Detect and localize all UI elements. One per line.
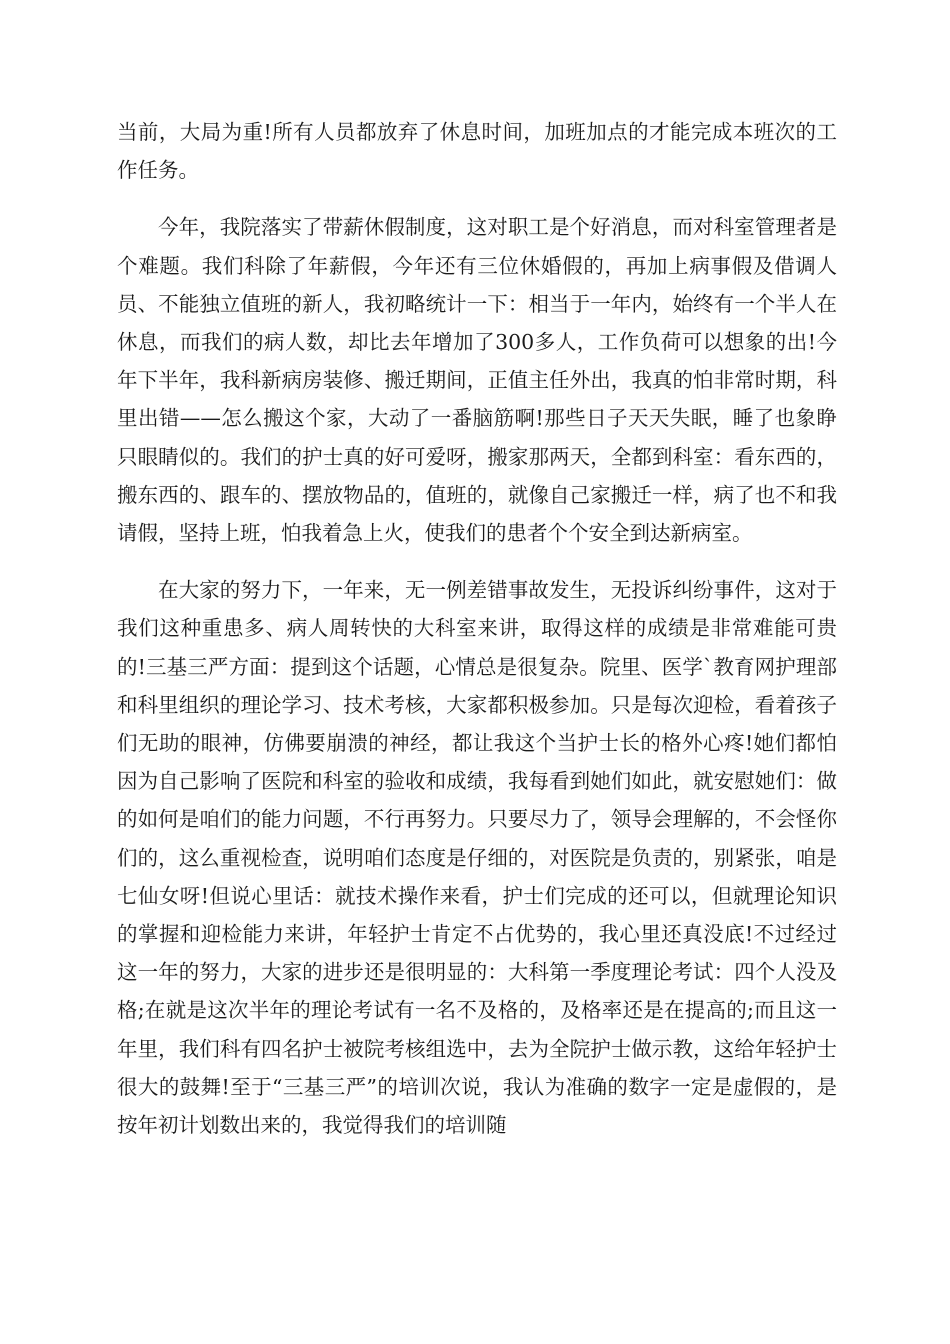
- document-body: [117, 113, 837, 1163]
- paragraph-continuation: 当前，大局为重!所有人员都放弃了休息时间，加班加点的才能完成本班次的工作任务。: [117, 120, 837, 183]
- paragraph-achievements: 在大家的努力下，一年来，无一例差错事故发生，无投诉纠纷事件，这对于我们这种重患多、病人周转快的大科室来讲，取得这样的成绩是非常难能可贵的!三基三严方面：提到这个话题，心情总是很复杂。院里、医学`教育网护理部和科里组织的理论学习、技术考核，大家都积极参加。只是每次迎检，看着孩子们无助的眼神，仿佛要崩溃的神经，都让我这个当护士长的格外心疼!她们都怕因为自己影响了医院和科室的验收和成绩，我每看到她们如此，就安慰她们：做的如何是咱们的能力问题，不行再努力。只要尽力了，领导会理解的，不会怪你们的，这么重视检查，说明咱们态度是仔细的，对医院是负责的，别紧张，咱是七仙女呀!但说心里话：就技术操作来看，护士们完成的还可以，但就理论知识的掌握和迎检能力来讲，年轻护士肯定不占优势的，我心里还真没底!不过经过这一年的努力，大家的进步还是很明显的：大科第一季度理论考试：四个人没及格;在就是这次半年的理论考试有一名不及格的，及格率还是在提高的;而且这一年里，我们科有四名护士被院考核组选中，去为全院护士做示教，这给年轻护士很大的鼓舞!至于“三基三严”的培训次说，我认为准确的数字一定是虚假的，是按年初计划数出来的，我觉得我们的培训随: [117, 578, 837, 1138]
- paragraph-paid-leave: 今年，我院落实了带薪休假制度，这对职工是个好消息，而对科室管理者是个难题。我们科除了年薪假，今年还有三位休婚假的，再加上病事假及借调人员、不能独立值班的新人，我初略统计一下：相当于一年内，始终有一个半人在休息，而我们的病人数，却比去年增加了300多人，工作负荷可以想象的出!今年下半年，我科新病房装修、搬迁期间，正值主任外出，我真的怕非常时期，科里出错——怎么搬这个家，大动了一番脑筋啊!那些日子天天失眠，睡了也象睁只眼睛似的。我们的护士真的好可爱呀，搬家那两天，全都到科室：看东西的，搬东西的、跟车的、摆放物品的，值班的，就像自己家搬迁一样，病了也不和我请假，坚持上班，怕我着急上火，使我们的患者个个安全到达新病室。: [117, 215, 837, 546]
